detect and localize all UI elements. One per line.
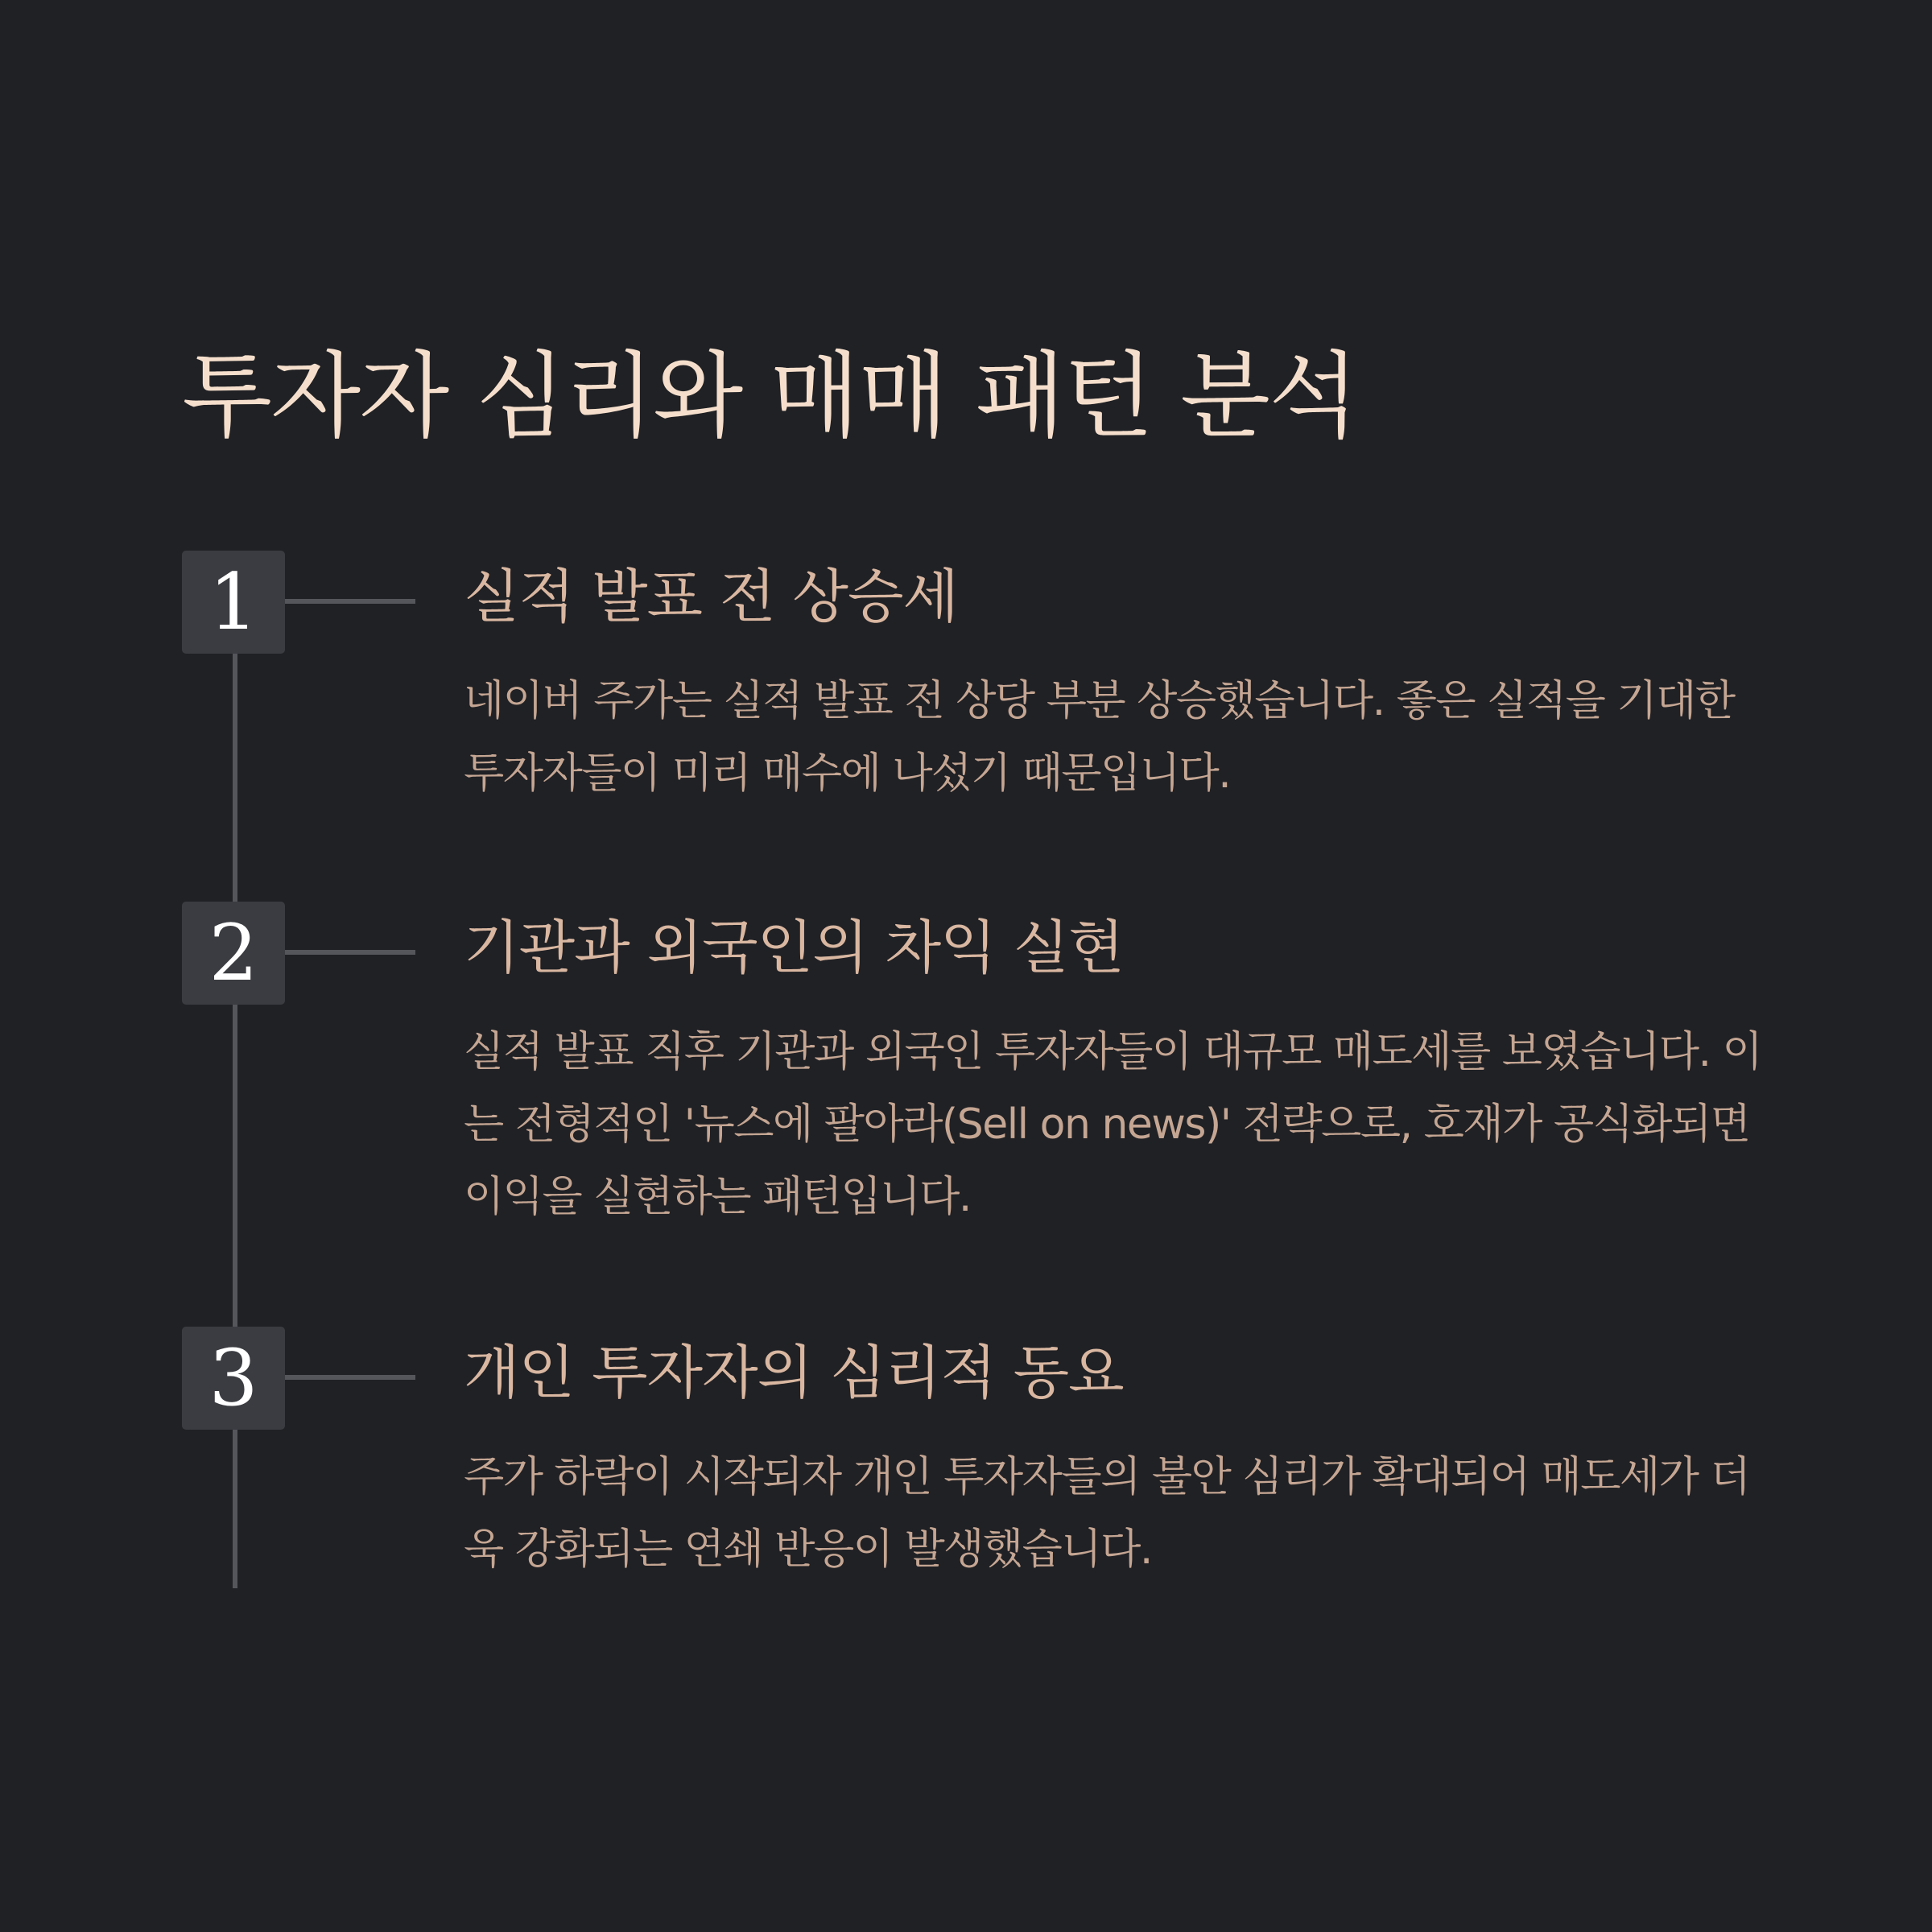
step-connector-1 [285,599,415,604]
step-number-1: 1 [182,551,285,654]
step-description-2: 실적 발표 직후 기관과 외국인 투자자들이 대규모 매도세를 보였습니다. 이는 전형적인 '뉴스에 팔아라(Sell on news)' 전략으로, 호재가 공식화되면 이익을 실현하는 패턴입니다. [464,1028,1762,1221]
timeline-line [233,644,237,1588]
step-heading-2: 기관과 외국인의 차익 실현 [464,914,1124,981]
step-description-1: 네이버 주가는 실적 발표 전 상당 부분 상승했습니다. 좋은 실적을 기대한 투자자들이 미리 매수에 나섰기 때문입니다. [464,677,1735,798]
step-connector-3 [285,1375,415,1380]
step-heading-3: 개인 투자자의 심리적 동요 [464,1339,1124,1406]
page-title: 투자자 심리와 매매 패턴 분석 [182,342,1358,451]
step-heading-1: 실적 발표 전 상승세 [464,563,959,630]
step-connector-2 [285,950,415,955]
step-number-2: 2 [182,902,285,1005]
step-number-3: 3 [182,1327,285,1430]
step-description-3: 주가 하락이 시작되자 개인 투자자들의 불안 심리가 확대되어 매도세가 더욱 강화되는 연쇄 반응이 발생했습니다. [464,1453,1750,1574]
